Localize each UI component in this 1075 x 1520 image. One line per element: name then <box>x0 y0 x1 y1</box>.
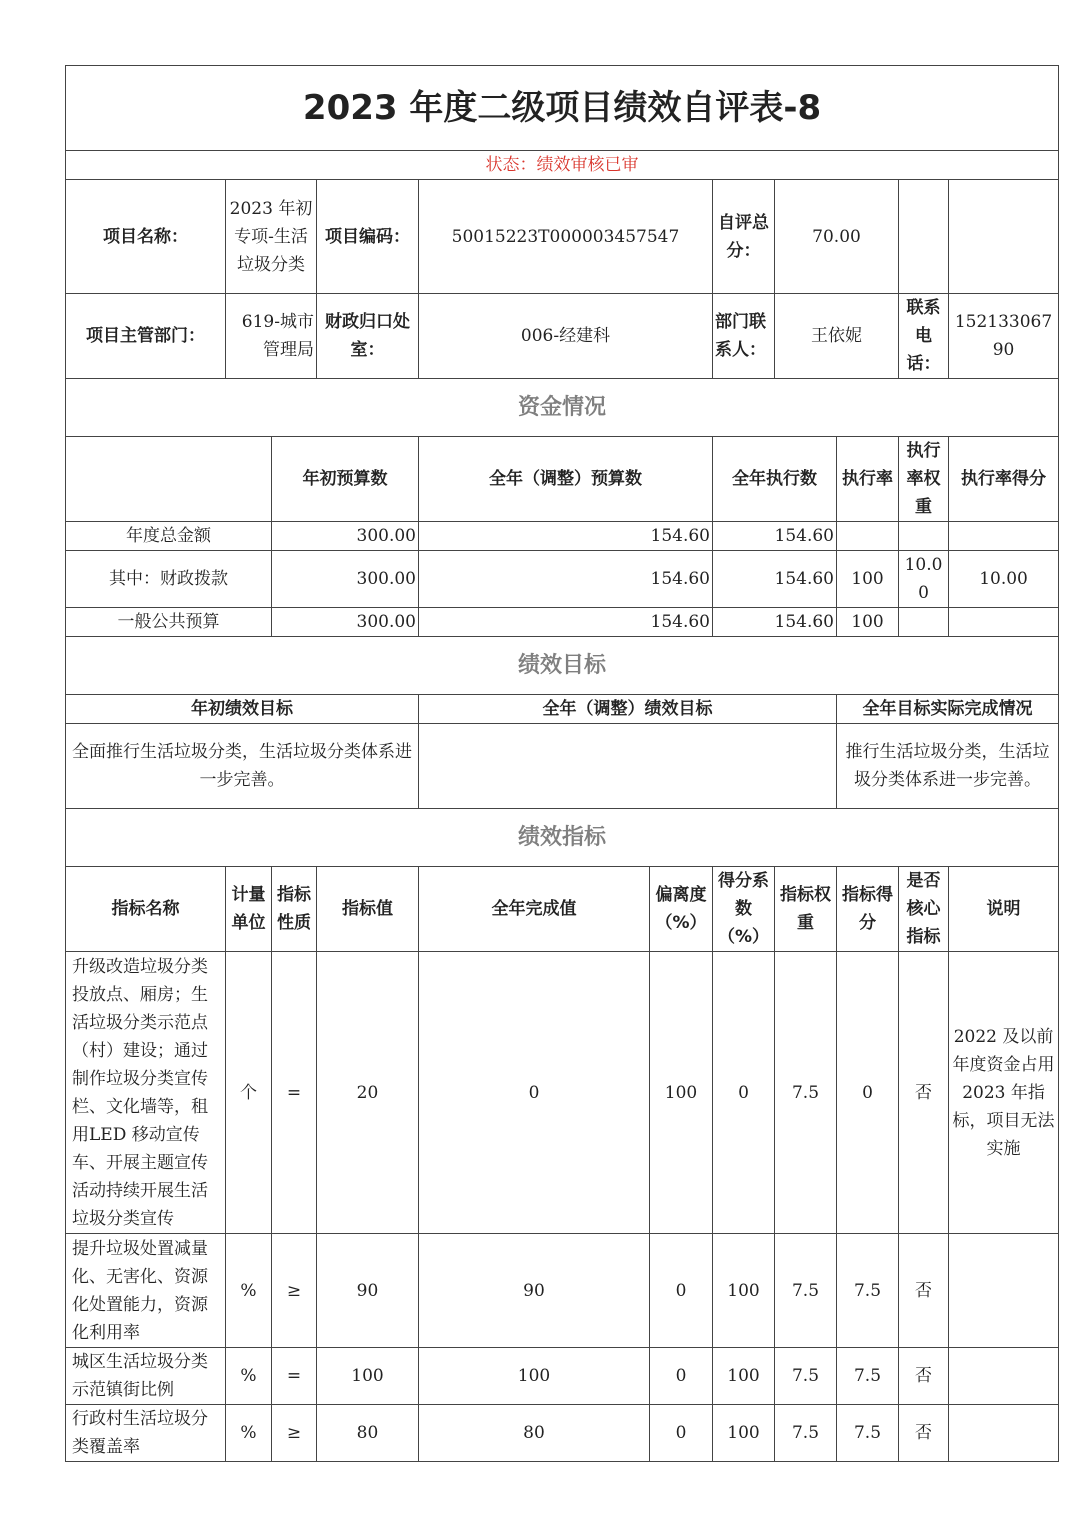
funds-row <box>66 608 1059 637</box>
goals-header-row <box>66 695 1059 724</box>
indicator-deviation: 0 <box>650 1348 713 1405</box>
finance-office-value: 006-经建科 <box>419 294 713 379</box>
indicator-coefficient: 100 <box>713 1348 775 1405</box>
contact-person-label: 部门联系人： <box>713 294 775 379</box>
funds-header-row <box>66 437 1059 522</box>
indicator-deviation: 0 <box>650 1405 713 1462</box>
funds-row-score: 10.00 <box>949 551 1059 608</box>
department-label: 项目主管部门： <box>66 294 226 379</box>
self-score-label: 自评总分： <box>713 180 775 294</box>
indicator-target: 90 <box>317 1234 419 1348</box>
indicator-actual: 100 <box>419 1348 650 1405</box>
indicator-name: 提升垃圾处置减量化、无害化、资源化处置能力，资源化利用率 <box>66 1234 226 1348</box>
funds-row-label: 年度总金额 <box>66 522 272 551</box>
funds-row-rate <box>837 522 899 551</box>
indicator-header-nature: 指标性质 <box>272 867 317 952</box>
goal-initial-text: 全面推行生活垃圾分类，生活垃圾分类体系进一步完善。 <box>66 724 419 809</box>
funds-header-adjusted: 全年（调整）预算数 <box>419 437 713 522</box>
indicator-header-unit: 计量单位 <box>226 867 272 952</box>
indicator-target: 20 <box>317 952 419 1234</box>
empty-cell <box>899 180 949 294</box>
funds-row-score <box>949 608 1059 637</box>
indicator-weight: 7.5 <box>775 1348 837 1405</box>
funds-row-weight: 10.00 <box>899 551 949 608</box>
indicator-note: 2022 及以前年度资金占用 2023 年指标，项目无法实施 <box>949 952 1059 1234</box>
indicator-header-score: 指标得分 <box>837 867 899 952</box>
indicator-note <box>949 1348 1059 1405</box>
self-evaluation-table <box>65 65 1059 1462</box>
indicator-header-name: 指标名称 <box>66 867 226 952</box>
indicator-header-coefficient: 得分系数（%） <box>713 867 775 952</box>
funds-row-label: 其中：财政拨款 <box>66 551 272 608</box>
indicator-score: 7.5 <box>837 1348 899 1405</box>
goal-actual-text: 推行生活垃圾分类，生活垃圾分类体系进一步完善。 <box>837 724 1059 809</box>
project-info-row <box>66 180 1059 294</box>
indicator-unit: % <box>226 1405 272 1462</box>
funds-row-executed: 154.60 <box>713 522 837 551</box>
status-text: 状态：绩效审核已审 <box>66 151 1059 180</box>
indicator-coefficient: 0 <box>713 952 775 1234</box>
funds-row-executed: 154.60 <box>713 551 837 608</box>
indicator-name: 行政村生活垃圾分类覆盖率 <box>66 1405 226 1462</box>
funds-row-adjusted: 154.60 <box>419 608 713 637</box>
funds-row <box>66 522 1059 551</box>
funds-row-score <box>949 522 1059 551</box>
indicator-unit: % <box>226 1348 272 1405</box>
project-name-value: 2023 年初专项-生活垃圾分类 <box>226 180 317 294</box>
empty-cell <box>949 180 1059 294</box>
indicator-unit: % <box>226 1234 272 1348</box>
indicator-note <box>949 1234 1059 1348</box>
indicator-header-core: 是否核心指标 <box>899 867 949 952</box>
goals-header-initial: 年初绩效目标 <box>66 695 419 724</box>
indicator-actual: 90 <box>419 1234 650 1348</box>
funds-header-weight: 执行率权重 <box>899 437 949 522</box>
indicator-header-actual: 全年完成值 <box>419 867 650 952</box>
indicator-row <box>66 1405 1059 1462</box>
funds-header-empty <box>66 437 272 522</box>
indicator-row <box>66 1234 1059 1348</box>
project-name-label: 项目名称： <box>66 180 226 294</box>
funds-row-rate: 100 <box>837 551 899 608</box>
funds-header-initial: 年初预算数 <box>272 437 419 522</box>
indicator-nature: ≥ <box>272 1405 317 1462</box>
phone-label: 联系电话： <box>899 294 949 379</box>
funds-row-adjusted: 154.60 <box>419 551 713 608</box>
contact-person-value: 王依妮 <box>775 294 899 379</box>
goal-adjusted-text <box>419 724 837 809</box>
indicator-coefficient: 100 <box>713 1234 775 1348</box>
indicator-coefficient: 100 <box>713 1405 775 1462</box>
project-code-value: 50015223T000003457547 <box>419 180 713 294</box>
indicator-header-weight: 指标权重 <box>775 867 837 952</box>
indicator-row <box>66 952 1059 1234</box>
indicator-header-target: 指标值 <box>317 867 419 952</box>
indicator-nature: ≥ <box>272 1234 317 1348</box>
indicator-core: 否 <box>899 1234 949 1348</box>
indicator-unit: 个 <box>226 952 272 1234</box>
indicator-deviation: 100 <box>650 952 713 1234</box>
indicator-name: 升级改造垃圾分类投放点、厢房；生活垃圾分类示范点（村）建设；通过制作垃圾分类宣传栏、文化墙等，租用LED 移动宣传车、开展主题宣传活动持续开展生活垃圾分类宣传 <box>66 952 226 1234</box>
funds-header-rate: 执行率 <box>837 437 899 522</box>
funds-row-executed: 154.60 <box>713 608 837 637</box>
self-score-value: 70.00 <box>775 180 899 294</box>
funds-row-weight <box>899 608 949 637</box>
indicators-header-row <box>66 867 1059 952</box>
indicator-weight: 7.5 <box>775 1405 837 1462</box>
indicator-score: 7.5 <box>837 1234 899 1348</box>
indicator-nature: = <box>272 1348 317 1405</box>
indicator-weight: 7.5 <box>775 952 837 1234</box>
funds-row-initial: 300.00 <box>272 551 419 608</box>
indicator-deviation: 0 <box>650 1234 713 1348</box>
funds-row-label: 一般公共预算 <box>66 608 272 637</box>
funds-row <box>66 551 1059 608</box>
goals-section-title: 绩效目标 <box>66 637 1059 695</box>
department-info-row <box>66 294 1059 379</box>
goals-header-actual: 全年目标实际完成情况 <box>837 695 1059 724</box>
indicator-score: 0 <box>837 952 899 1234</box>
indicator-header-deviation: 偏离度（%） <box>650 867 713 952</box>
funds-row-initial: 300.00 <box>272 522 419 551</box>
indicator-nature: = <box>272 952 317 1234</box>
indicator-header-note: 说明 <box>949 867 1059 952</box>
indicator-name: 城区生活垃圾分类示范镇街比例 <box>66 1348 226 1405</box>
funds-header-executed: 全年执行数 <box>713 437 837 522</box>
funds-row-initial: 300.00 <box>272 608 419 637</box>
project-code-label: 项目编码： <box>317 180 419 294</box>
indicator-target: 100 <box>317 1348 419 1405</box>
funds-row-rate: 100 <box>837 608 899 637</box>
indicator-core: 否 <box>899 952 949 1234</box>
funds-row-weight <box>899 522 949 551</box>
finance-office-label: 财政归口处室： <box>317 294 419 379</box>
goals-header-adjusted: 全年（调整）绩效目标 <box>419 695 837 724</box>
goals-row <box>66 724 1059 809</box>
indicator-note <box>949 1405 1059 1462</box>
page-title: 2023 年度二级项目绩效自评表-8 <box>66 66 1059 151</box>
funds-section-title: 资金情况 <box>66 379 1059 437</box>
indicator-weight: 7.5 <box>775 1234 837 1348</box>
department-value: 619-城市管理局 <box>226 294 317 379</box>
indicator-core: 否 <box>899 1405 949 1462</box>
indicator-row <box>66 1348 1059 1405</box>
indicator-core: 否 <box>899 1348 949 1405</box>
funds-row-adjusted: 154.60 <box>419 522 713 551</box>
indicator-actual: 80 <box>419 1405 650 1462</box>
indicator-target: 80 <box>317 1405 419 1462</box>
phone-value: 15213306790 <box>949 294 1059 379</box>
indicator-score: 7.5 <box>837 1405 899 1462</box>
funds-header-score: 执行率得分 <box>949 437 1059 522</box>
indicator-actual: 0 <box>419 952 650 1234</box>
indicators-section-title: 绩效指标 <box>66 809 1059 867</box>
